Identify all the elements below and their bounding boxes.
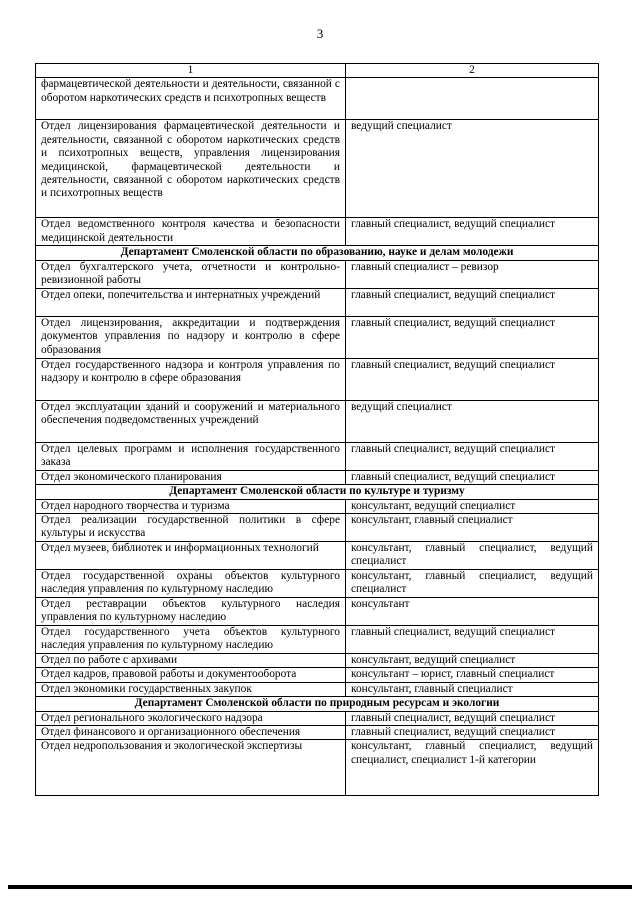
unit-name-cell: Отдел реализации государственной политики в сфере культуры и искусства bbox=[36, 514, 346, 542]
table-row bbox=[36, 288, 599, 316]
positions-cell: главный специалист, ведущий специалист bbox=[346, 442, 599, 470]
table-row bbox=[36, 470, 599, 484]
table-row bbox=[36, 514, 599, 542]
unit-name-cell: Отдел недропользования и экологической экспертизы bbox=[36, 740, 346, 796]
unit-name-cell: Отдел бухгалтерского учета, отчетности и контрольно-ревизионной работы bbox=[36, 260, 346, 288]
table-header-row bbox=[36, 64, 599, 78]
unit-name-cell: Отдел народного творчества и туризма bbox=[36, 499, 346, 513]
positions-cell: консультант, главный специалист bbox=[346, 682, 599, 696]
department-header-row bbox=[36, 697, 599, 711]
positions-table bbox=[35, 63, 599, 796]
table-row bbox=[36, 570, 599, 598]
department-title: Департамент Смоленской области по культуре и туризму bbox=[36, 485, 599, 499]
department-title: Департамент Смоленской области по природным ресурсам и экологии bbox=[36, 697, 599, 711]
positions-cell: консультант, главный специалист, ведущий специалист bbox=[346, 542, 599, 570]
positions-cell: главный специалист, ведущий специалист bbox=[346, 726, 599, 740]
unit-name-cell: Отдел финансового и организационного обеспечения bbox=[36, 726, 346, 740]
table-row bbox=[36, 218, 599, 246]
positions-cell bbox=[346, 78, 599, 120]
table-row bbox=[36, 668, 599, 682]
table-row bbox=[36, 740, 599, 796]
table-row bbox=[36, 358, 599, 400]
department-header-row bbox=[36, 485, 599, 499]
positions-cell: главный специалист, ведущий специалист bbox=[346, 218, 599, 246]
unit-name-cell: Отдел опеки, попечительства и интернатных учреждений bbox=[36, 288, 346, 316]
unit-name-cell: Отдел музеев, библиотек и информационных технологий bbox=[36, 542, 346, 570]
table-row bbox=[36, 400, 599, 442]
positions-cell: главный специалист, ведущий специалист bbox=[346, 316, 599, 358]
page-bottom-rule bbox=[8, 885, 632, 889]
unit-name-cell: Отдел реставрации объектов культурного наследия управления по культурному наследию bbox=[36, 598, 346, 626]
department-header-row bbox=[36, 246, 599, 260]
positions-cell: главный специалист, ведущий специалист bbox=[346, 288, 599, 316]
unit-name-cell: Отдел регионального экологического надзора bbox=[36, 711, 346, 725]
positions-cell: главный специалист, ведущий специалист bbox=[346, 626, 599, 654]
unit-name-cell: Отдел государственной охраны объектов культурного наследия управления по культурному наследию bbox=[36, 570, 346, 598]
table-row bbox=[36, 598, 599, 626]
positions-cell: главный специалист – ревизор bbox=[346, 260, 599, 288]
positions-cell: главный специалист, ведущий специалист bbox=[346, 470, 599, 484]
page-number: 3 bbox=[316, 26, 324, 41]
table-row bbox=[36, 120, 599, 218]
unit-name-cell: фармацевтической деятельности и деятельности, связанной с оборотом наркотических средств и психотропных веществ bbox=[36, 78, 346, 120]
unit-name-cell: Отдел государственного учета объектов культурного наследия управления по культурному наследию bbox=[36, 626, 346, 654]
table-row bbox=[36, 626, 599, 654]
table-row bbox=[36, 711, 599, 725]
unit-name-cell: Отдел по работе с архивами bbox=[36, 654, 346, 668]
positions-cell: консультант, главный специалист, ведущий специалист, специалист 1-й категории bbox=[346, 740, 599, 796]
unit-name-cell: Отдел ведомственного контроля качества и безопасности медицинской деятельности bbox=[36, 218, 346, 246]
positions-cell: главный специалист, ведущий специалист bbox=[346, 711, 599, 725]
table-row bbox=[36, 316, 599, 358]
positions-cell: консультант bbox=[346, 598, 599, 626]
header-col-1: 1 bbox=[36, 64, 346, 78]
positions-cell: главный специалист, ведущий специалист bbox=[346, 358, 599, 400]
unit-name-cell: Отдел экономики государственных закупок bbox=[36, 682, 346, 696]
table-row bbox=[36, 442, 599, 470]
unit-name-cell: Отдел лицензирования, аккредитации и подтверждения документов управления по надзору и контролю в сфере образования bbox=[36, 316, 346, 358]
positions-cell: ведущий специалист bbox=[346, 400, 599, 442]
positions-cell: консультант, главный специалист bbox=[346, 514, 599, 542]
positions-cell: консультант – юрист, главный специалист bbox=[346, 668, 599, 682]
table-row bbox=[36, 654, 599, 668]
table-row bbox=[36, 260, 599, 288]
unit-name-cell: Отдел лицензирования фармацевтической деятельности и деятельности, связанной с оборотом наркотических средств и психотропных веществ, управления лицензирования медицинской, фармацевтической деятельности и деятельности, связанной с оборотом наркотических средств и психотропных веществ bbox=[36, 120, 346, 218]
unit-name-cell: Отдел экономического планирования bbox=[36, 470, 346, 484]
positions-cell: консультант, ведущий специалист bbox=[346, 654, 599, 668]
department-title: Департамент Смоленской области по образованию, науке и делам молодежи bbox=[36, 246, 599, 260]
table-row bbox=[36, 682, 599, 696]
positions-cell: консультант, ведущий специалист bbox=[346, 499, 599, 513]
unit-name-cell: Отдел кадров, правовой работы и документооборота bbox=[36, 668, 346, 682]
unit-name-cell: Отдел целевых программ и исполнения государственного заказа bbox=[36, 442, 346, 470]
header-col-2: 2 bbox=[346, 64, 599, 78]
positions-cell: консультант, главный специалист, ведущий специалист bbox=[346, 570, 599, 598]
table-row bbox=[36, 542, 599, 570]
unit-name-cell: Отдел государственного надзора и контроля управления по надзору и контролю в сфере образования bbox=[36, 358, 346, 400]
table-row bbox=[36, 499, 599, 513]
table-row bbox=[36, 78, 599, 120]
unit-name-cell: Отдел эксплуатации зданий и сооружений и материального обеспечения подведомственных учреждений bbox=[36, 400, 346, 442]
positions-cell: ведущий специалист bbox=[346, 120, 599, 218]
table-row bbox=[36, 726, 599, 740]
